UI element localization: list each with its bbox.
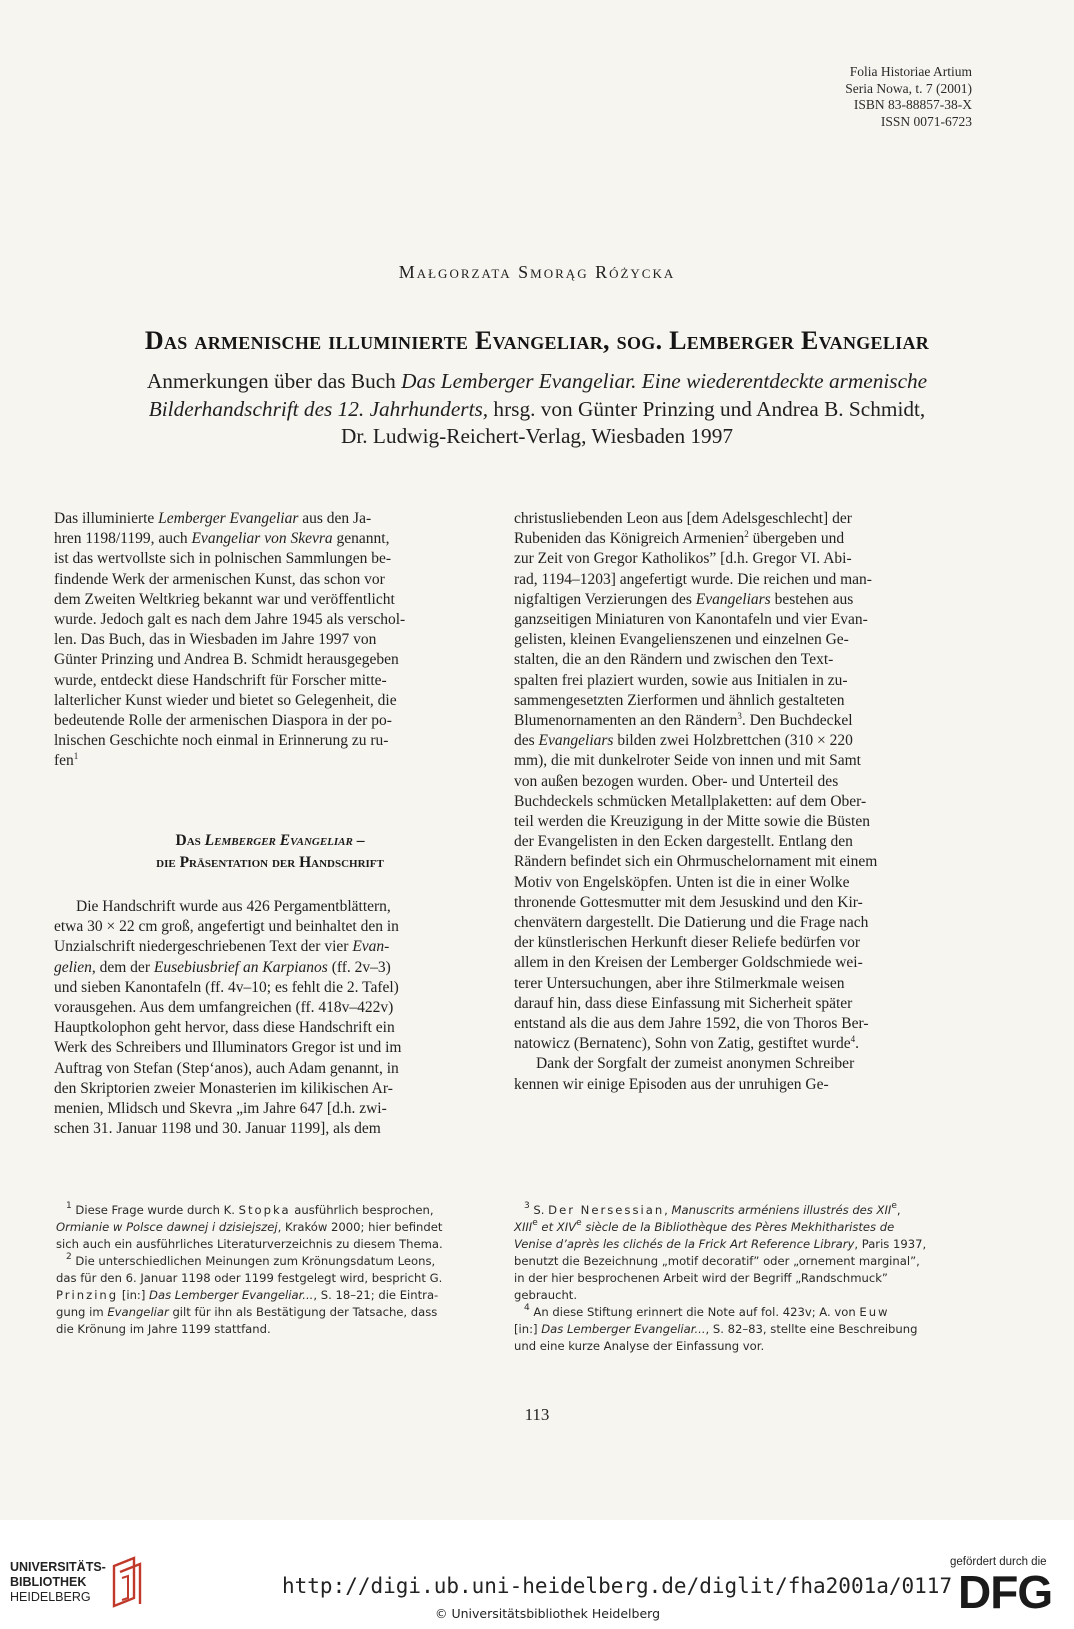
footnote-ref: 4 xyxy=(850,1034,856,1045)
footnotes-left xyxy=(56,1202,486,1338)
text-line: fen$^1$ xyxy=(54,751,79,770)
author-name: Małgorzata Smorąg Różycka xyxy=(398,262,676,282)
journal-volume: Seria Nowa, t. 7 (2001) xyxy=(845,80,972,96)
text-line: Rändern befindet sich ein Ohrmuschelornament mit einem xyxy=(514,853,878,871)
section-heading-line-1: Das Lemberger Evangeliar – xyxy=(175,832,365,849)
article-subtitle xyxy=(40,368,1034,451)
text-line: Rubeniden das Königreich Armenien$^2$ übergeben und xyxy=(514,529,845,548)
text-line: len. Das Buch, das in Wiesbaden im Jahre 1997 von xyxy=(54,631,377,649)
footnote-line: $^2$ Die unterschiedlichen Meinungen zum Krönungsdatum Leons, xyxy=(66,1252,436,1268)
text-line: der Evangelisten in den Ecken dargestellt. Entlang den xyxy=(514,833,853,851)
text-line: lnischen Geschichte noch einmal in Erinnerung zu ru- xyxy=(54,732,389,750)
text-line: teil werden die Kreuzigung in der Mitte sowie die Büsten xyxy=(514,813,870,831)
footnote-line: [in:] Das Lemberger Evangeliar..., S. 82–83, stellte eine Beschreibung xyxy=(514,1322,918,1336)
left-column-intro xyxy=(54,509,486,772)
text-line: entstand als die aus dem Jahre 1592, die von Thoros Ber- xyxy=(514,1015,869,1033)
footnote-line: Ormianie w Polsce dawnej i dzisiejszej, Kraków 2000; hier befindet xyxy=(56,1220,443,1234)
footnote-line: Prinzing [in:] Das Lemberger Evangeliar..., S. 18–21; die Eintra- xyxy=(56,1288,439,1302)
article-title: Das armenische illuminierte Evangeliar, sog. Lemberger Evangeliar xyxy=(144,326,930,355)
footnote-line: die Krönung im Jahre 1199 stattfand. xyxy=(56,1322,271,1336)
section-heading-line-2: die Präsentation der Handschrift xyxy=(156,854,384,871)
text-line: natowicz (Bernatenc), Sohn von Zatig, gestiftet wurde$^4$. xyxy=(514,1034,859,1053)
library-logo-icon xyxy=(108,1556,148,1608)
footnote-ref: 1 xyxy=(73,751,79,762)
text-line: Buchdeckels schmücken Metallplaketten: auf dem Ober- xyxy=(514,792,867,810)
journal-title: Folia Historiae Artium xyxy=(849,64,972,79)
text-line: allem in den Kreisen der Lemberger Goldschmiede wei- xyxy=(514,954,863,972)
library-logo-text[interactable]: UNIVERSITÄTS- BIBLIOTHEK HEIDELBERG xyxy=(10,1560,106,1604)
text-line: etwa 30 × 22 cm groß, angefertigt und beinhaltet den in xyxy=(54,918,399,936)
footnote-ref: 3 xyxy=(737,711,742,722)
text-line: Günter Prinzing und Andrea B. Schmidt herausgegeben xyxy=(54,651,399,669)
footnote-line: Venise d’après les clichés de la Frick Art Reference Library, Paris 1937, xyxy=(514,1237,927,1251)
text-line: Das illuminierte Lemberger Evangeliar aus den Ja- xyxy=(54,510,372,527)
page-number: 113 xyxy=(524,1405,550,1424)
footnote-line: $^3$ S. Der Nersessian, Manuscrits arméniens illustrés des XIIe, xyxy=(524,1201,901,1217)
text-line: vorausgehen. Aus dem umfangreichen (ff. 418v–422v) xyxy=(54,999,394,1017)
text-line: den Skriptorien zweier Monasterien im kilikischen Ar- xyxy=(54,1079,393,1097)
text-line: darauf hin, dass diese Einfassung mit Sicherheit später xyxy=(514,994,853,1012)
text-line: gelien, dem der Eusebiusbrief an Karpianos (ff. 2v–3) xyxy=(54,958,391,976)
footnote-line: XIIIe et XIVe siècle de la Bibliothèque des Pères Mekhitharistes de xyxy=(514,1218,895,1234)
text-line: Hauptkolophon geht hervor, dass diese Handschrift ein xyxy=(54,1019,395,1037)
text-line: Motiv von Engelsköpfen. Unten ist die in einer Wolke xyxy=(514,873,850,891)
footnote-line: und eine kurze Analyse der Einfassung vor. xyxy=(514,1339,765,1353)
footnote-line: gung im Evangeliar gilt für ihn als Bestätigung der Tatsache, dass xyxy=(56,1305,438,1319)
text-line: christusliebenden Leon aus [dem Adelsgeschlecht] der xyxy=(514,510,852,527)
text-line: rad, 1194–1203] angefertigt wurde. Die reichen und man- xyxy=(514,570,872,588)
text-line: lalterlicher Kunst wieder und bietet so Gelegenheit, die xyxy=(54,691,397,709)
footnote-line: $^1$ Diese Frage wurde durch K. Stopka ausführlich besprochen, xyxy=(66,1201,434,1217)
text-line: mm), die mit dunkelroter Seide von innen und mit Samt xyxy=(514,752,861,770)
text-line: des Evangeliars bilden zwei Holzbrettchen (310 × 220 xyxy=(514,732,853,750)
text-line: Blumenornamenten an den Rändern$^3$. Den Buchdeckel xyxy=(514,711,853,730)
text-line: schen 31. Januar 1198 und 30. Januar 1199], als dem xyxy=(54,1120,381,1138)
text-line: terer Untersuchungen, aber ihre Stilmerkmale weisen xyxy=(514,974,845,992)
funded-by-label: gefördert durch die xyxy=(950,1556,1047,1568)
text-line: wurde, entdeckt diese Handschrift für Forscher mitte- xyxy=(54,671,387,689)
footnote-line: benutzt die Bezeichnung „motif decoratif” oder „ornement marginal”, xyxy=(514,1254,920,1268)
text-line: bedeutende Rolle der armenischen Diaspora in der po- xyxy=(54,712,392,730)
footnote-ref: 2 xyxy=(744,529,749,540)
footnotes-right xyxy=(514,1202,972,1355)
text-line: chenvätern dargestellt. Die Datierung und die Frage nach xyxy=(514,914,869,932)
document-url-link[interactable]: http://digi.ub.uni-heidelberg.de/diglit/fha2001a/0117 xyxy=(282,1574,953,1598)
journal-info xyxy=(845,64,972,130)
text-line: findende Werk der armenischen Kunst, das schon vor xyxy=(54,570,385,588)
text-line: Die Handschrift wurde aus 426 Pergamentblättern, xyxy=(76,898,391,915)
copyright-notice: © Universitätsbibliothek Heidelberg xyxy=(435,1606,661,1621)
text-line: thronende Gottesmutter mit dem Jesuskind und den Kir- xyxy=(514,893,863,911)
left-column-section-text xyxy=(54,897,486,1139)
text-line: spalten frei plaziert wurden, sowie aus Initialen in zu- xyxy=(514,671,848,689)
section-heading xyxy=(54,830,486,874)
text-line: dem Zweiten Weltkrieg bekannt war und veröffentlicht xyxy=(54,590,395,608)
footnote-line: das für den 6. Januar 1198 oder 1199 festgelegt wird, bespricht G. xyxy=(56,1271,443,1285)
footnote-line: in der hier besprochenen Arbeit wird der Begriff „Randschmuck” xyxy=(514,1271,888,1285)
journal-issn: ISSN 0071-6723 xyxy=(880,113,972,129)
text-line: nigfaltigen Verzierungen des Evangeliars bestehen aus xyxy=(514,590,854,608)
text-line: stalten, die an den Rändern und zwischen den Text- xyxy=(514,651,834,669)
text-line: und sieben Kanontafeln (ff. 4v–10; es fehlt die 2. Tafel) xyxy=(54,978,399,996)
footnote-line: sich auch ein ausführliches Literaturverzeichnis zu diesem Thema. xyxy=(56,1237,443,1251)
text-line: Werk des Schreibers und Illuminators Gregor ist und im xyxy=(54,1039,402,1057)
subtitle-line-2: Bilderhandschrift des 12. Jahrhunderts, hrsg. von Günter Prinzing und Andrea B. Schmidt, xyxy=(148,396,926,421)
footnote-line: $^4$ An diese Stiftung erinnert die Note auf fol. 423v; A. von Euw xyxy=(524,1303,890,1319)
journal-isbn: ISBN 83-88857-38-X xyxy=(853,97,972,112)
right-column-text xyxy=(514,509,972,1095)
text-line: Auftrag von Stefan (Step‘anos), auch Adam genannt, in xyxy=(54,1059,399,1077)
dfg-logo[interactable]: DFG xyxy=(958,1566,1053,1618)
text-line: wurde. Jedoch galt es nach dem Jahre 1945 als verschol- xyxy=(54,611,406,629)
text-line: zur Zeit von Gregor Katholikos” [d.h. Gregor VI. Abi- xyxy=(514,550,852,568)
text-line: sammengesetzten Zierformen und ähnlich gestalteten xyxy=(514,691,845,709)
subtitle-line-1: Anmerkungen über das Buch Das Lemberger Evangeliar. Eine wiederentdeckte armenische xyxy=(146,369,928,393)
text-line: kennen wir einige Episoden aus der unruhigen Ge- xyxy=(514,1075,829,1093)
subtitle-line-3: Dr. Ludwig-Reichert-Verlag, Wiesbaden 1997 xyxy=(340,424,734,448)
text-line: der künstlerischen Herkunft dieser Reliefe bedürfen vor xyxy=(514,934,861,952)
text-line: ganzseitigen Miniaturen von Kanontafeln und vier Evan- xyxy=(514,611,868,629)
footnote-line: gebraucht. xyxy=(514,1288,578,1302)
text-line: hren 1198/1199, auch Evangeliar von Skevra genannt, xyxy=(54,530,390,548)
text-line: von außen bezogen wurden. Ober- und Unterteil des xyxy=(514,772,839,790)
text-line: gelisten, kleinen Evangelienszenen und einzelnen Ge- xyxy=(514,631,849,649)
text-line: menien, Mlidsch und Skevra „im Jahre 647 [d.h. zwi- xyxy=(54,1100,387,1118)
text-line: ist das wertvollste sich in polnischen Sammlungen be- xyxy=(54,550,392,568)
text-line: Dank der Sorgfalt der zumeist anonymen Schreiber xyxy=(536,1055,855,1073)
text-line: Unzialschrift niedergeschriebenen Text der vier Evan- xyxy=(54,938,390,956)
